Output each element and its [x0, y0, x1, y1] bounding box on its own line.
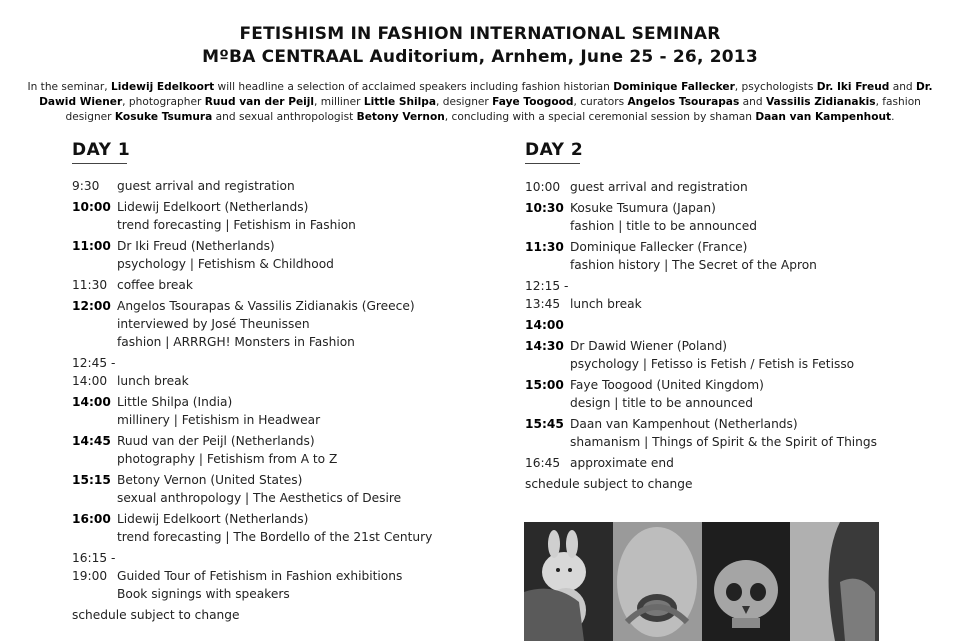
schedule-detail: psychology | Fetishism & Childhood [117, 257, 334, 271]
schedule-title: coffee break [117, 278, 193, 292]
schedule-item [72, 177, 472, 195]
day2-rule [525, 163, 580, 164]
day2-schedule [525, 178, 945, 493]
schedule-time: 15:00 [525, 378, 564, 392]
schedule-time: 16:45 [525, 456, 561, 470]
schedule-title: Betony Vernon (United States) [117, 473, 303, 487]
schedule-title: Dominique Fallecker (France) [570, 240, 748, 254]
schedule-item [525, 376, 945, 412]
schedule-detail: sexual anthropology | The Aesthetics of Desire [117, 491, 402, 505]
seminar-title: FETISHISM IN FASHION INTERNATIONAL SEMINAR [239, 24, 721, 44]
schedule-time: 15:45 [525, 417, 564, 431]
schedule-time: 16:15 - 19:00 [72, 551, 116, 583]
fur-hand-photo [790, 522, 879, 641]
schedule-item [72, 276, 472, 294]
schedule-detail: fashion | title to be announced [570, 219, 757, 233]
photo-strip [524, 522, 879, 641]
schedule-detail: millinery | Fetishism in Headwear [117, 413, 321, 427]
schedule-item [525, 337, 945, 373]
schedule-time: 10:00 [525, 180, 561, 194]
schedule-item [72, 510, 472, 546]
schedule-time: 11:30 [525, 240, 564, 254]
schedule-time: 15:15 [72, 473, 111, 487]
schedule-item [525, 316, 945, 334]
schedule-time: 9:30 [72, 179, 100, 193]
schedule-detail: psychology | Fetisso is Fetish / Fetish is Fetisso [570, 357, 855, 371]
day1-rule [72, 163, 127, 164]
schedule-title: guest arrival and registration [570, 180, 748, 194]
schedule-time: 11:30 [72, 278, 108, 292]
schedule-title: Angelos Tsourapas & Vassilis Zidianakis (Greece) [117, 299, 415, 313]
schedule-item [525, 277, 945, 313]
schedule-time: 12:00 [72, 299, 111, 313]
schedule-detail: photography | Fetishism from A to Z [117, 452, 338, 466]
schedule-item [72, 432, 472, 468]
schedule-detail: shamanism | Things of Spirit & the Spirit of Things [570, 435, 877, 449]
schedule-time: 14:00 [72, 395, 111, 409]
schedule-item [72, 549, 472, 603]
schedule-detail: trend forecasting | Fetishism in Fashion [117, 218, 356, 232]
schedule-item [72, 354, 472, 390]
schedule-note: schedule subject to change [525, 477, 693, 491]
seashell-torso-photo [613, 522, 702, 641]
plush-bunny-photo [524, 522, 613, 641]
schedule-note: schedule subject to change [72, 608, 240, 622]
schedule-time: 10:30 [525, 201, 564, 215]
schedule-detail: fashion history | The Secret of the Apron [570, 258, 817, 272]
schedule-item [525, 238, 945, 274]
schedule-detail: fashion | ARRRGH! Monsters in Fashion [117, 335, 355, 349]
schedule-time: 12:15 - 13:45 [525, 279, 569, 311]
schedule-detail: design | title to be announced [570, 396, 753, 410]
schedule-title: approximate end [570, 456, 674, 470]
schedule-item [525, 199, 945, 235]
day2-heading: DAY 2 [525, 140, 584, 160]
schedule-title: lunch break [570, 297, 642, 311]
schedule-item [72, 297, 472, 351]
schedule-item [72, 393, 472, 429]
schedule-detail: Book signings with speakers [117, 587, 290, 601]
schedule-title: Little Shilpa (India) [117, 395, 233, 409]
skull-photo [702, 522, 791, 641]
schedule-title: Dr Dawid Wiener (Poland) [570, 339, 728, 353]
schedule-title: Ruud van der Peijl (Netherlands) [117, 434, 315, 448]
schedule-time: 14:00 [525, 318, 564, 332]
schedule-time: 11:00 [72, 239, 111, 253]
schedule-detail: trend forecasting | The Bordello of the 21st Century [117, 530, 433, 544]
day1-schedule [72, 177, 472, 624]
venue-line: MºBA CENTRAAL Auditorium, Arnhem, June 25 - 26, 2013 [202, 47, 758, 67]
schedule-title: Guided Tour of Fetishism in Fashion exhibitions [117, 569, 403, 583]
schedule-title: lunch break [117, 374, 189, 388]
schedule-item [525, 178, 945, 196]
schedule-time: 14:45 [72, 434, 111, 448]
day1-heading: DAY 1 [72, 140, 131, 160]
schedule-title: Kosuke Tsumura (Japan) [570, 201, 716, 215]
schedule-title: Daan van Kampenhout (Netherlands) [570, 417, 798, 431]
schedule-item [525, 415, 945, 451]
schedule-title: Lidewij Edelkoort (Netherlands) [117, 200, 309, 214]
schedule-time: 16:00 [72, 512, 111, 526]
schedule-item [525, 454, 945, 472]
schedule-title: Faye Toogood (United Kingdom) [570, 378, 764, 392]
intro-paragraph: In the seminar, Lidewij Edelkoort will headline a selection of acclaimed speakers including fashion historian Dominique Fallecker, psychologists Dr. Iki Freud and Dr. Dawid Wiener, photographer Ruud van der Peijl, milliner Little Shilpa, designer Faye Toogood, curators Angelos Tsourapas and Vassilis Zidianakis, fashion designer Kosuke Tsumura and sexual anthropologist Betony Vernon, concluding with a special ceremonial session by shaman Daan van Kampenhout. [27, 81, 933, 123]
schedule-item [72, 471, 472, 507]
schedule-title: guest arrival and registration [117, 179, 295, 193]
schedule-title: Lidewij Edelkoort (Netherlands) [117, 512, 309, 526]
schedule-item [72, 237, 472, 273]
schedule-item [72, 198, 472, 234]
schedule-title: Dr Iki Freud (Netherlands) [117, 239, 275, 253]
schedule-detail: interviewed by José Theunissen [117, 317, 310, 331]
schedule-time: 14:30 [525, 339, 564, 353]
schedule-time: 10:00 [72, 200, 111, 214]
schedule-time: 12:45 - 14:00 [72, 356, 116, 388]
